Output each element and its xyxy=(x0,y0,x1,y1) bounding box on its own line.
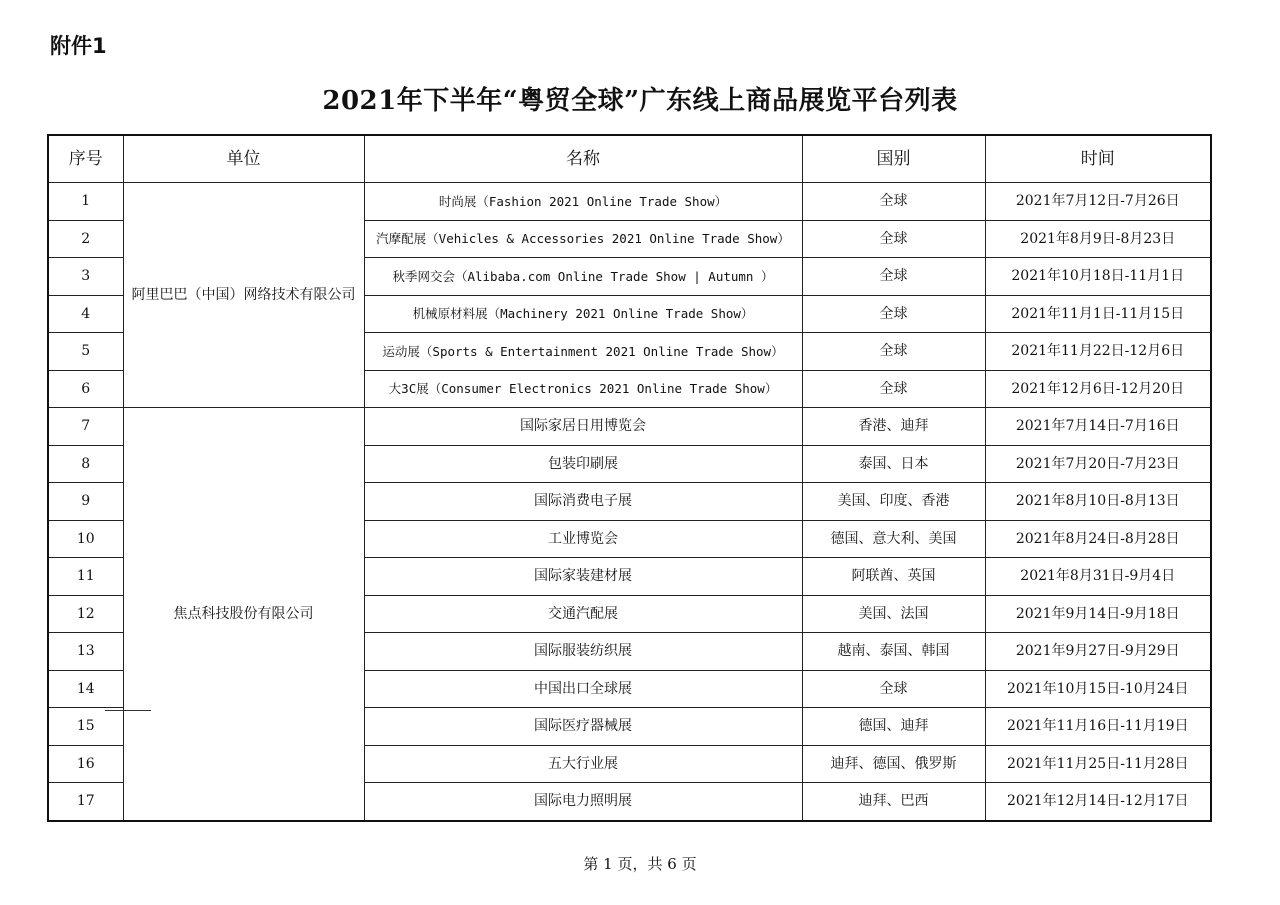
cell-no: 4 xyxy=(48,295,123,333)
stray-mark xyxy=(105,710,151,711)
cell-country: 德国、意大利、美国 xyxy=(802,520,985,558)
cell-no: 17 xyxy=(48,783,123,821)
cell-name: 中国出口全球展 xyxy=(364,670,802,708)
header-country: 国别 xyxy=(802,135,985,183)
cell-no: 10 xyxy=(48,520,123,558)
cell-name: 国际家装建材展 xyxy=(364,558,802,596)
cell-no: 16 xyxy=(48,745,123,783)
cell-time: 2021年11月22日-12月6日 xyxy=(985,333,1211,371)
header-time: 时间 xyxy=(985,135,1211,183)
cell-country: 全球 xyxy=(802,258,985,296)
cell-time: 2021年7月12日-7月26日 xyxy=(985,183,1211,221)
cell-name: 包装印刷展 xyxy=(364,445,802,483)
cell-time: 2021年12月14日-12月17日 xyxy=(985,783,1211,821)
cell-time: 2021年8月24日-8月28日 xyxy=(985,520,1211,558)
cell-no: 5 xyxy=(48,333,123,371)
cell-country: 香港、迪拜 xyxy=(802,408,985,446)
cell-time: 2021年11月25日-11月28日 xyxy=(985,745,1211,783)
cell-name: 汽摩配展（Vehicles & Accessories 2021 Online Trade Show） xyxy=(364,220,802,258)
cell-no: 15 xyxy=(48,708,123,746)
cell-country: 全球 xyxy=(802,183,985,221)
cell-name: 国际服装纺织展 xyxy=(364,633,802,671)
cell-no: 14 xyxy=(48,670,123,708)
cell-no: 2 xyxy=(48,220,123,258)
cell-time: 2021年11月16日-11月19日 xyxy=(985,708,1211,746)
cell-no: 6 xyxy=(48,370,123,408)
cell-unit: 阿里巴巴（中国）网络技术有限公司 xyxy=(123,183,364,408)
page-title: 2021年下半年“粤贸全球”广东线上商品展览平台列表 xyxy=(322,86,958,116)
cell-time: 2021年8月31日-9月4日 xyxy=(985,558,1211,596)
cell-country: 泰国、日本 xyxy=(802,445,985,483)
cell-no: 1 xyxy=(48,183,123,221)
page-footer: 第 1 页，共 6 页 xyxy=(583,855,697,873)
cell-no: 8 xyxy=(48,445,123,483)
cell-no: 12 xyxy=(48,595,123,633)
cell-name: 国际消费电子展 xyxy=(364,483,802,521)
cell-time: 2021年7月20日-7月23日 xyxy=(985,445,1211,483)
cell-name: 大3C展（Consumer Electronics 2021 Online Trade Show） xyxy=(364,370,802,408)
header-no: 序号 xyxy=(48,135,123,183)
cell-name: 国际电力照明展 xyxy=(364,783,802,821)
cell-time: 2021年9月14日-9月18日 xyxy=(985,595,1211,633)
cell-no: 7 xyxy=(48,408,123,446)
cell-country: 德国、迪拜 xyxy=(802,708,985,746)
cell-time: 2021年8月9日-8月23日 xyxy=(985,220,1211,258)
cell-name: 五大行业展 xyxy=(364,745,802,783)
cell-country: 美国、印度、香港 xyxy=(802,483,985,521)
cell-country: 迪拜、德国、俄罗斯 xyxy=(802,745,985,783)
cell-name: 时尚展（Fashion 2021 Online Trade Show） xyxy=(364,183,802,221)
cell-time: 2021年10月15日-10月24日 xyxy=(985,670,1211,708)
table-body xyxy=(48,183,1211,821)
cell-name: 机械原材料展（Machinery 2021 Online Trade Show） xyxy=(364,295,802,333)
cell-time: 2021年9月27日-9月29日 xyxy=(985,633,1211,671)
cell-country: 全球 xyxy=(802,295,985,333)
cell-time: 2021年8月10日-8月13日 xyxy=(985,483,1211,521)
cell-time: 2021年11月1日-11月15日 xyxy=(985,295,1211,333)
cell-country: 全球 xyxy=(802,370,985,408)
cell-name: 交通汽配展 xyxy=(364,595,802,633)
cell-unit: 焦点科技股份有限公司 xyxy=(123,408,364,821)
table-header-row xyxy=(48,135,1211,183)
cell-name: 国际家居日用博览会 xyxy=(364,408,802,446)
cell-country: 全球 xyxy=(802,670,985,708)
table-row xyxy=(48,183,1211,221)
cell-no: 3 xyxy=(48,258,123,296)
exhibition-table xyxy=(47,134,1212,822)
cell-time: 2021年10月18日-11月1日 xyxy=(985,258,1211,296)
attachment-label: 附件1 xyxy=(50,34,107,58)
cell-name: 运动展（Sports & Entertainment 2021 Online Trade Show） xyxy=(364,333,802,371)
cell-name: 秋季网交会（Alibaba.com Online Trade Show | Autumn ） xyxy=(364,258,802,296)
cell-no: 11 xyxy=(48,558,123,596)
cell-name: 国际医疗器械展 xyxy=(364,708,802,746)
cell-time: 2021年12月6日-12月20日 xyxy=(985,370,1211,408)
header-name: 名称 xyxy=(364,135,802,183)
cell-no: 9 xyxy=(48,483,123,521)
table-row xyxy=(48,408,1211,446)
cell-country: 迪拜、巴西 xyxy=(802,783,985,821)
cell-name: 工业博览会 xyxy=(364,520,802,558)
header-unit: 单位 xyxy=(123,135,364,183)
cell-no: 13 xyxy=(48,633,123,671)
cell-country: 全球 xyxy=(802,333,985,371)
cell-country: 美国、法国 xyxy=(802,595,985,633)
cell-time: 2021年7月14日-7月16日 xyxy=(985,408,1211,446)
cell-country: 阿联酋、英国 xyxy=(802,558,985,596)
cell-country: 越南、泰国、韩国 xyxy=(802,633,985,671)
cell-country: 全球 xyxy=(802,220,985,258)
